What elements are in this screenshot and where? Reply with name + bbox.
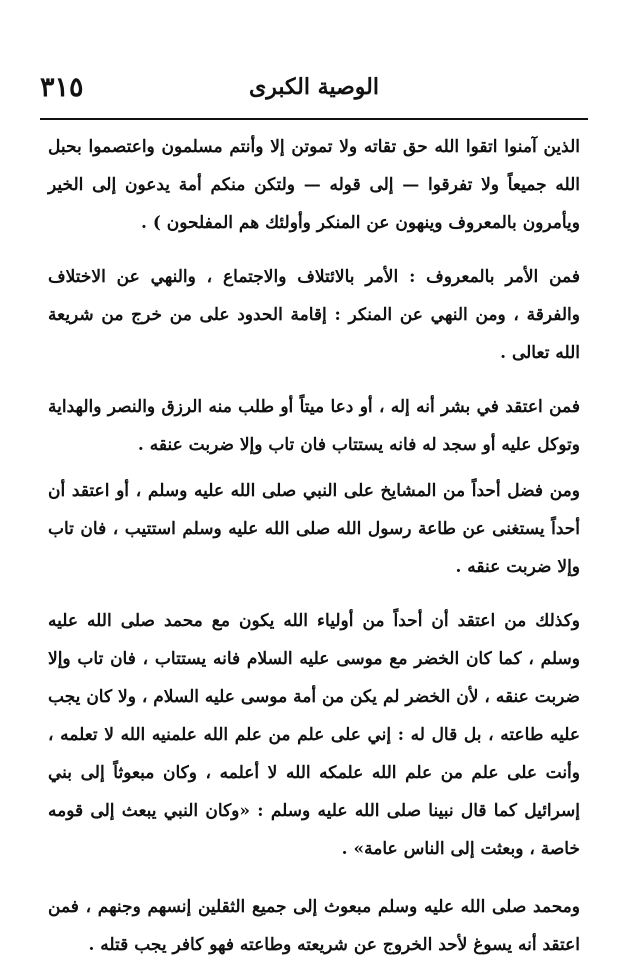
page-body (48, 128, 580, 964)
paragraph-deifying-human: فمن اعتقد في بشر أنه إله ، أو دعا ميتاً أو طلب منه الرزق والنصر والهداية وتوكل عليه أو سجد له فانه يستتاب فان تاب وإلا ضربت عنقه . (48, 397, 580, 455)
page-number: ٣١٥ (40, 72, 84, 103)
paragraph-verse-continuation: الذين آمنوا اتقوا الله حق تقاته ولا تموتن إلا وأنتم مسلمون واعتصموا بحبل الله جميعاً ولا تفرقوا — إلى قوله — ولتكن منكم أمة يدعون إلى الخير ويأمرون بالمعروف وينهون عن المنكر وأولئك هم المفلحون ) . (48, 137, 580, 233)
paragraph-universal-mission: ومحمد صلى الله عليه وسلم مبعوث إلى جميع الثقلين إنسهم وجنهم ، فمن اعتقد أنه يسوغ لأحد الخروج عن شريعته وطاعته فهو كافر يجب قتله . (48, 897, 580, 955)
running-title: الوصية الكبرى (249, 74, 379, 100)
page-header (40, 64, 588, 116)
header-rule (40, 118, 588, 120)
paragraph-khidr-and-moses: وكذلك من اعتقد أن أحداً من أولياء الله يكون مع محمد صلى الله عليه وسلم ، كما كان الخضر مع موسى عليه السلام فانه يستتاب ، فان تاب وإلا ضربت عنقه ، لأن الخضر لم يكن من أمة موسى عليه السلام ، ولا كان يجب عليه طاعته ، بل قال له : إني على علم من علم الله علمنيه الله لا تعلمه ، وأنت على علم من علم الله علمكه الله لا أعلمه ، وكان مبعوثاً إلى بني إسرائيل كما قال نبينا صلى الله عليه وسلم : «وكان النبي يبعث إلى قومه خاصة ، وبعثت إلى الناس عامة» . (48, 611, 580, 859)
paragraph-preferring-shaykhs: ومن فضل أحداً من المشايخ على النبي صلى الله عليه وسلم ، أو اعتقد أن أحداً يستغنى عن طاعة رسول الله صلى الله عليه وسلم استتيب ، فان تاب وإلا ضربت عنقه . (48, 481, 580, 577)
paragraph-enjoining-good: فمن الأمر بالمعروف : الأمر بالائتلاف والاجتماع ، والنهي عن الاختلاف والفرقة ، ومن النهي عن المنكر : إقامة الحدود على من خرج من شريعة الله تعالى . (48, 267, 580, 363)
